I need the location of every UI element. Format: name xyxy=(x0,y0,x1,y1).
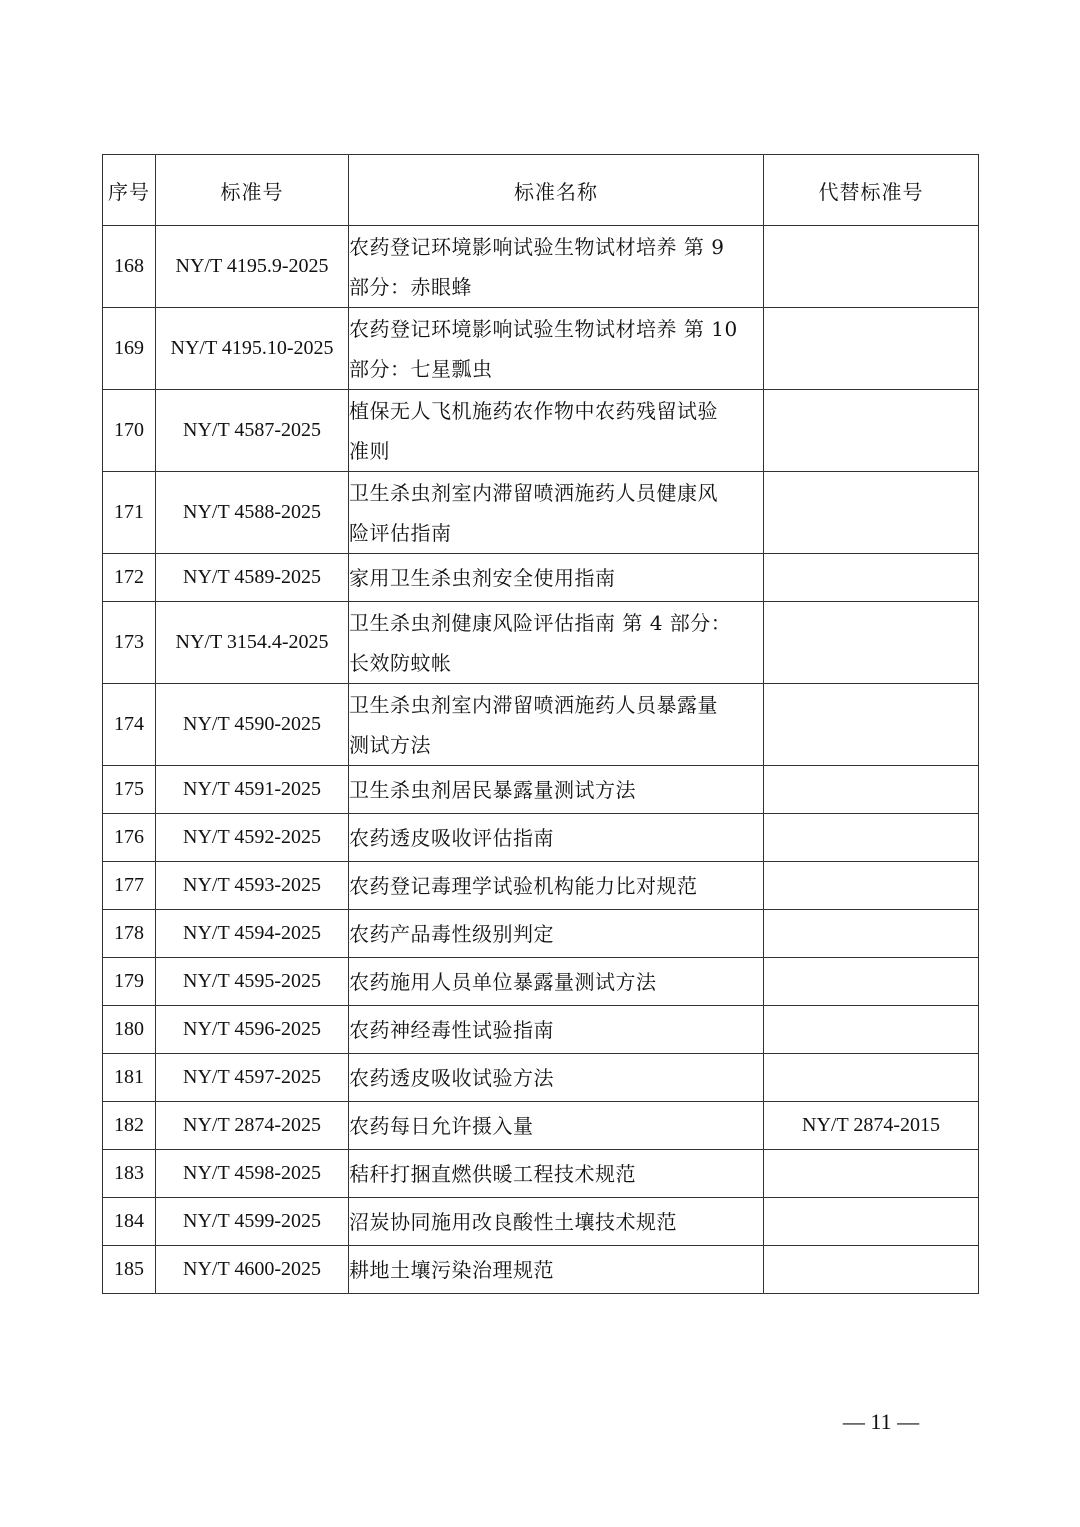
cell-replaced-standard xyxy=(764,1150,979,1198)
cell-standard-code: NY/T 4195.9-2025 xyxy=(156,226,349,308)
table-row xyxy=(103,684,979,766)
cell-standard-name xyxy=(349,684,764,766)
cell-standard-name xyxy=(349,766,764,814)
standard-name-line: 农药神经毒性试验指南 xyxy=(349,1017,554,1042)
standard-name-line: 卫生杀虫剂健康风险评估指南 第 4 部分： xyxy=(349,610,732,635)
header-standard-name: 标准名称 xyxy=(349,155,764,226)
cell-replaced-standard xyxy=(764,554,979,602)
cell-standard-code: NY/T 4587-2025 xyxy=(156,390,349,472)
table-row xyxy=(103,1150,979,1198)
cell-standard-code: NY/T 4598-2025 xyxy=(156,1150,349,1198)
cell-replaced-standard xyxy=(764,602,979,684)
table-row xyxy=(103,554,979,602)
header-replaced-standard: 代替标准号 xyxy=(764,155,979,226)
cell-replaced-standard: NY/T 2874-2015 xyxy=(764,1102,979,1150)
cell-replaced-standard xyxy=(764,226,979,308)
table-row xyxy=(103,1198,979,1246)
cell-standard-name xyxy=(349,1198,764,1246)
cell-standard-name xyxy=(349,308,764,390)
cell-serial: 175 xyxy=(103,766,156,814)
cell-standard-name xyxy=(349,862,764,910)
cell-standard-name xyxy=(349,390,764,472)
cell-replaced-standard xyxy=(764,958,979,1006)
cell-standard-code: NY/T 4596-2025 xyxy=(156,1006,349,1054)
cell-replaced-standard xyxy=(764,472,979,554)
standard-name-line: 农药透皮吸收试验方法 xyxy=(349,1065,554,1090)
standard-name-line: 耕地土壤污染治理规范 xyxy=(349,1257,554,1282)
standard-name-line: 沼炭协同施用改良酸性土壤技术规范 xyxy=(349,1209,677,1234)
table-row xyxy=(103,472,979,554)
cell-standard-code: NY/T 4592-2025 xyxy=(156,814,349,862)
standard-name-line: 农药登记毒理学试验机构能力比对规范 xyxy=(349,873,698,898)
cell-standard-code: NY/T 4195.10-2025 xyxy=(156,308,349,390)
cell-standard-code: NY/T 4595-2025 xyxy=(156,958,349,1006)
table-row xyxy=(103,958,979,1006)
cell-standard-code: NY/T 4599-2025 xyxy=(156,1198,349,1246)
standard-name-line: 农药施用人员单位暴露量测试方法 xyxy=(349,969,657,994)
table-row xyxy=(103,602,979,684)
cell-replaced-standard xyxy=(764,1198,979,1246)
cell-serial: 185 xyxy=(103,1246,156,1294)
cell-serial: 183 xyxy=(103,1150,156,1198)
cell-standard-name xyxy=(349,602,764,684)
cell-replaced-standard xyxy=(764,308,979,390)
cell-standard-name xyxy=(349,1054,764,1102)
cell-serial: 169 xyxy=(103,308,156,390)
cell-serial: 174 xyxy=(103,684,156,766)
standard-name-line: 卫生杀虫剂室内滞留喷洒施药人员健康风 xyxy=(349,480,718,505)
cell-replaced-standard xyxy=(764,684,979,766)
table-row xyxy=(103,1006,979,1054)
standard-name-line: 卫生杀虫剂室内滞留喷洒施药人员暴露量 xyxy=(349,692,718,717)
table-body xyxy=(103,226,979,1294)
cell-replaced-standard xyxy=(764,1006,979,1054)
cell-serial: 180 xyxy=(103,1006,156,1054)
cell-serial: 181 xyxy=(103,1054,156,1102)
cell-standard-name xyxy=(349,910,764,958)
standard-name-line: 险评估指南 xyxy=(349,520,452,545)
standard-name-line: 农药每日允许摄入量 xyxy=(349,1113,534,1138)
cell-standard-code: NY/T 4590-2025 xyxy=(156,684,349,766)
cell-standard-name xyxy=(349,472,764,554)
table-row xyxy=(103,226,979,308)
cell-standard-code: NY/T 4591-2025 xyxy=(156,766,349,814)
table-row xyxy=(103,1054,979,1102)
standard-name-line: 部分：七星瓢虫 xyxy=(349,356,493,381)
standard-name-line: 农药产品毒性级别判定 xyxy=(349,921,554,946)
cell-standard-code: NY/T 4600-2025 xyxy=(156,1246,349,1294)
cell-serial: 170 xyxy=(103,390,156,472)
standard-name-line: 秸秆打捆直燃供暖工程技术规范 xyxy=(349,1161,636,1186)
cell-replaced-standard xyxy=(764,1054,979,1102)
standard-name-line: 部分：赤眼蜂 xyxy=(349,274,472,299)
standard-name-line: 农药透皮吸收评估指南 xyxy=(349,825,554,850)
cell-serial: 178 xyxy=(103,910,156,958)
cell-serial: 176 xyxy=(103,814,156,862)
standard-name-line: 农药登记环境影响试验生物试材培养 第 10 xyxy=(349,316,738,341)
cell-standard-name xyxy=(349,1150,764,1198)
cell-standard-code: NY/T 4594-2025 xyxy=(156,910,349,958)
table-row xyxy=(103,910,979,958)
table-row xyxy=(103,862,979,910)
standards-table xyxy=(102,154,979,1294)
table-row xyxy=(103,390,979,472)
cell-standard-name xyxy=(349,1102,764,1150)
standard-name-line: 家用卫生杀虫剂安全使用指南 xyxy=(349,565,616,590)
cell-replaced-standard xyxy=(764,1246,979,1294)
cell-serial: 177 xyxy=(103,862,156,910)
cell-serial: 168 xyxy=(103,226,156,308)
cell-serial: 171 xyxy=(103,472,156,554)
cell-replaced-standard xyxy=(764,390,979,472)
cell-standard-name xyxy=(349,1006,764,1054)
table-row xyxy=(103,1246,979,1294)
cell-standard-name xyxy=(349,1246,764,1294)
table-row xyxy=(103,1102,979,1150)
cell-standard-name xyxy=(349,814,764,862)
page-number: — 11 — xyxy=(842,1409,920,1434)
cell-standard-code: NY/T 4588-2025 xyxy=(156,472,349,554)
table-row xyxy=(103,308,979,390)
cell-serial: 182 xyxy=(103,1102,156,1150)
header-standard-code: 标准号 xyxy=(156,155,349,226)
cell-replaced-standard xyxy=(764,910,979,958)
cell-serial: 179 xyxy=(103,958,156,1006)
cell-standard-code: NY/T 2874-2025 xyxy=(156,1102,349,1150)
standard-name-line: 长效防蚊帐 xyxy=(349,650,452,675)
standard-name-line: 测试方法 xyxy=(349,732,431,757)
cell-standard-code: NY/T 4597-2025 xyxy=(156,1054,349,1102)
cell-standard-name xyxy=(349,554,764,602)
standard-name-line: 植保无人飞机施药农作物中农药残留试验 xyxy=(349,398,718,423)
cell-serial: 184 xyxy=(103,1198,156,1246)
cell-serial: 173 xyxy=(103,602,156,684)
table-row xyxy=(103,766,979,814)
standard-name-line: 准则 xyxy=(349,438,390,463)
cell-replaced-standard xyxy=(764,814,979,862)
standard-name-line: 农药登记环境影响试验生物试材培养 第 9 xyxy=(349,234,725,259)
cell-standard-code: NY/T 3154.4-2025 xyxy=(156,602,349,684)
cell-standard-code: NY/T 4589-2025 xyxy=(156,554,349,602)
cell-replaced-standard xyxy=(764,862,979,910)
cell-standard-code: NY/T 4593-2025 xyxy=(156,862,349,910)
header-serial: 序号 xyxy=(103,155,156,226)
cell-standard-name xyxy=(349,226,764,308)
table-row xyxy=(103,814,979,862)
cell-standard-name xyxy=(349,958,764,1006)
cell-serial: 172 xyxy=(103,554,156,602)
standard-name-line: 卫生杀虫剂居民暴露量测试方法 xyxy=(349,777,636,802)
cell-replaced-standard xyxy=(764,766,979,814)
table-header-row xyxy=(103,155,979,226)
